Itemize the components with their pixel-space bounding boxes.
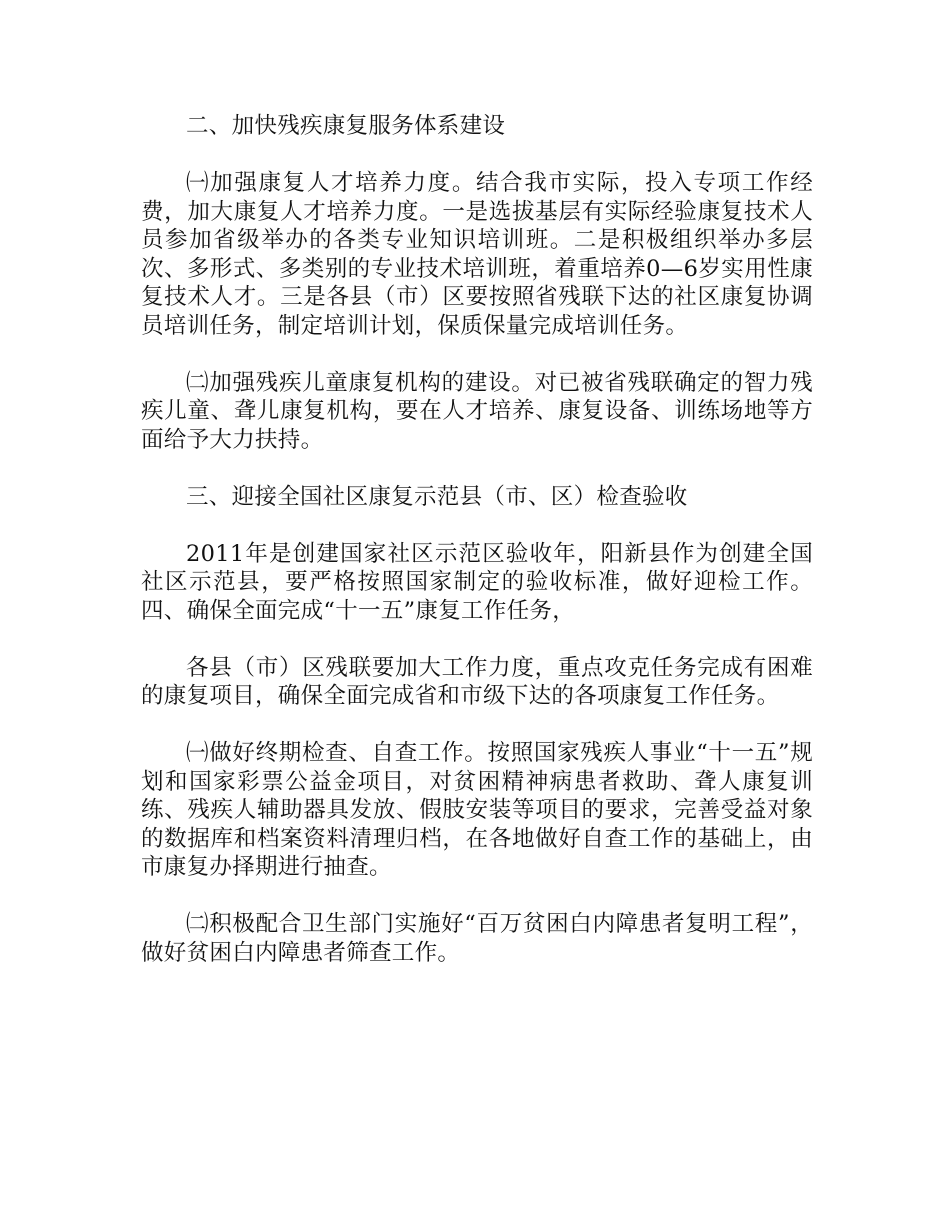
paragraph-demonstration-county: 2011年是创建国家社区示范区验收年，阳新县作为创建全国社区示范县，要严格按照国家制定的验收标准，做好迎检工作。四、确保全面完成“十一五”康复工作任务， [141, 540, 813, 624]
paragraph-children-institutions: ㈡加强残疾儿童康复机构的建设。对已被省残联确定的智力残疾儿童、聋儿康复机构，要在人才培养、康复设备、训练场地等方面给予大力扶持。 [141, 369, 813, 453]
paragraph-final-inspection: ㈠做好终期检查、自查工作。按照国家残疾人事业“十一五”规划和国家彩票公益金项目，对贫困精神病患者救助、聋人康复训练、残疾人辅助器具发放、假肢安装等项目的要求，完善受益对象的数据库和档案资料清理归档，在各地做好自查工作的基础上，由市康复办择期进行抽查。 [141, 740, 813, 880]
document-body [141, 112, 813, 996]
section-heading-3: 三、迎接全国社区康复示范县（市、区）检查验收 [186, 483, 688, 510]
paragraph-county-federations: 各县（市）区残联要加大工作力度，重点攻克任务完成有困难的康复项目，确保全面完成省和市级下达的各项康复工作任务。 [141, 654, 813, 709]
paragraph-talent-training: ㈠加强康复人才培养力度。结合我市实际，投入专项工作经费，加大康复人才培养力度。一是选拔基层有实际经验康复技术人员参加省级举办的各类专业知识培训班。二是积极组织举办多层次、多形式、多类别的专业技术培训班，着重培养0—6岁实用性康复技术人才。三是各县（市）区要按照省残联下达的社区康复协调员培训任务，制定培训计划，保质保量完成培训任务。 [141, 170, 813, 339]
section-heading-2: 二、加快残疾康复服务体系建设 [186, 113, 506, 139]
paragraph-cataract-project: ㈡积极配合卫生部门实施好“百万贫困白内障患者复明工程”，做好贫困白内障患者筛查工作。 [141, 911, 813, 966]
